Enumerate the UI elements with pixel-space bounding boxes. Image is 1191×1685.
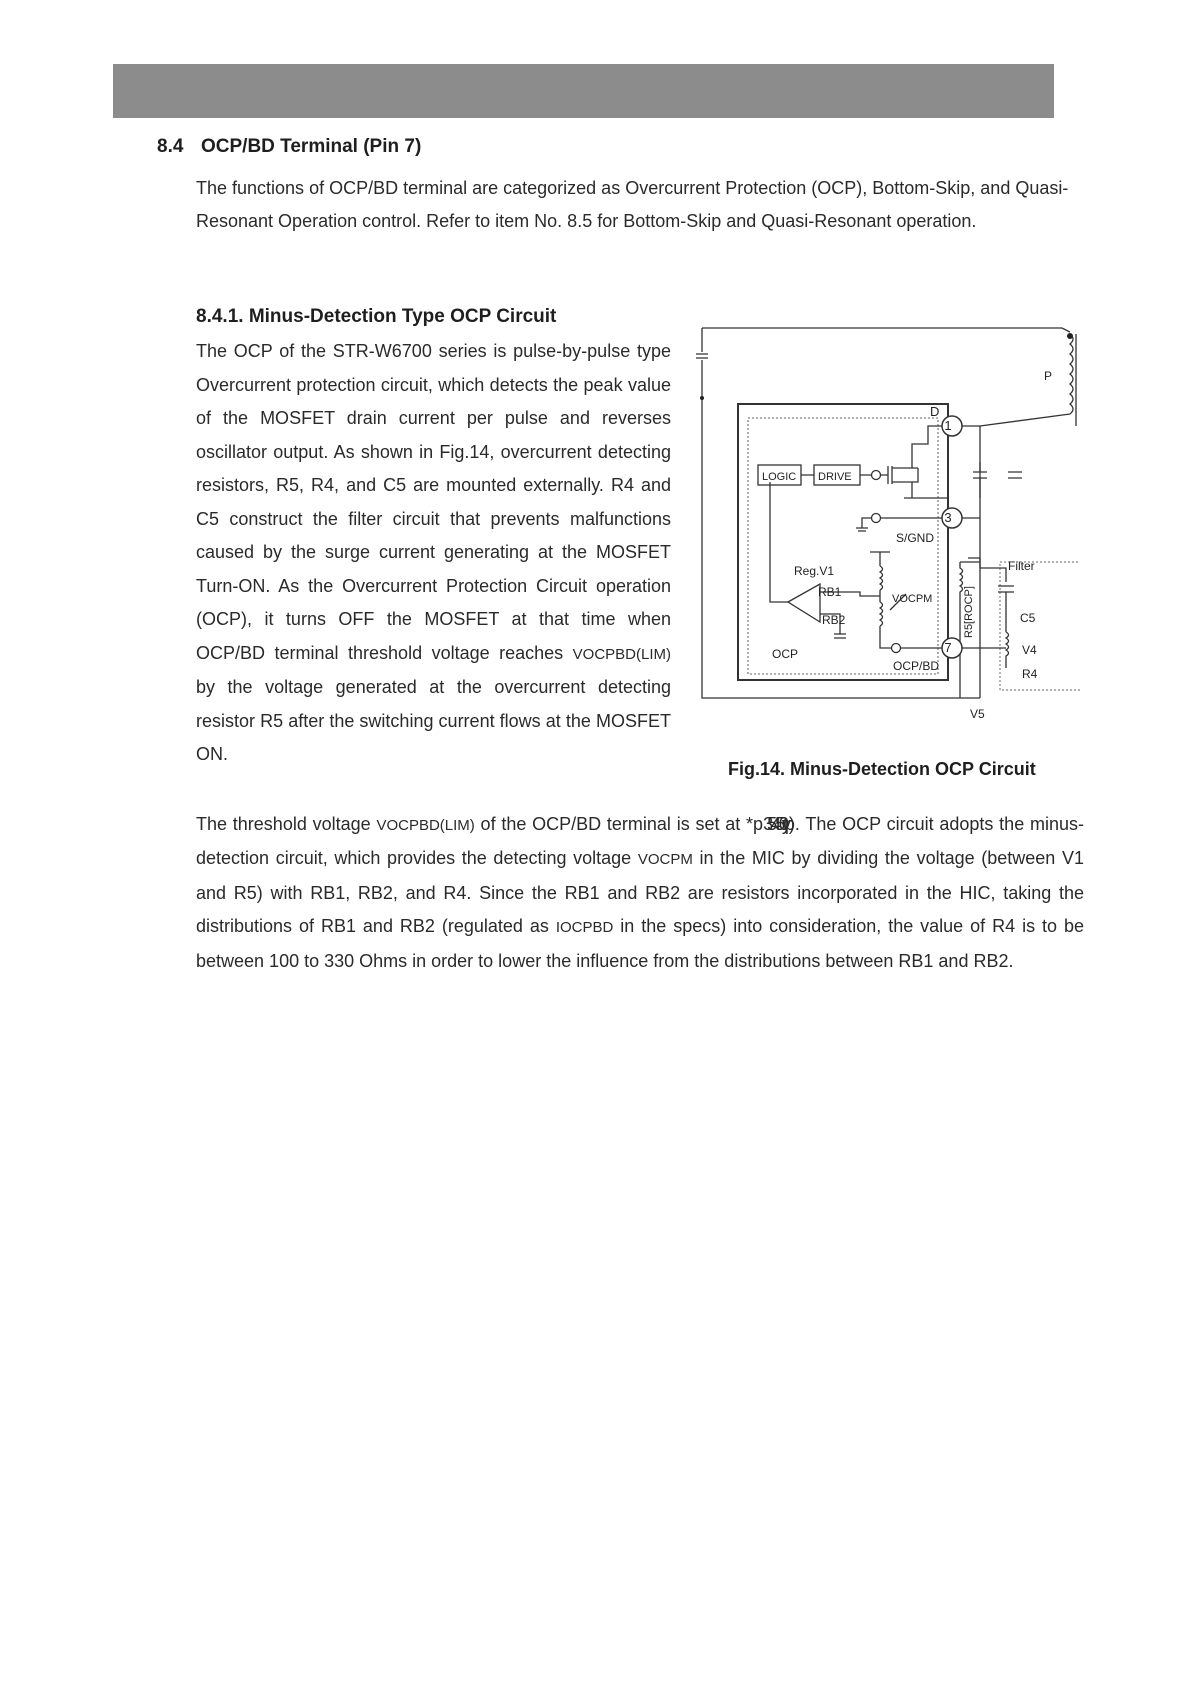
pin-7-label: 7 [944,640,952,655]
ocp-circuit-diagram [690,322,1080,722]
para2-text-e: in the specs) into consideration, the value of R4 is to be between 100 to 330 Ohms in order to lower the influence from the distributions between RB1 and RB2. [196,916,1084,971]
section-number: 8.4 [157,136,184,157]
label-sgnd: S/GND [896,531,935,545]
label-c5: C5 [1020,611,1036,625]
header-bar [113,64,1054,118]
vocpbd-lim-symbol: VOCPBD(LIM) [572,645,671,663]
label-r5-rocp: R5[ROCP] [963,586,975,638]
section-title [157,136,421,158]
label-d: D [930,404,940,419]
para1-text: The OCP of the STR-W6700 series is pulse-by-pulse type Overcurrent protection circuit, which detects the peak value of the MOSFET drain current per pulse and reverses oscillator output. As shown in Fig.14, overcurrent detecting resistors, R5, R4, and C5 are mounted externally. R4 and C5 construct the filter circuit that prevents malfunctions caused by the surge current generating at the MOSFET Turn-ON. As the Overcurrent Protection Circuit operation (OCP), it turns OFF the MOSFET at that time when OCP/BD terminal threshold voltage reaches [196,341,671,663]
label-rb2: RB2 [822,613,846,627]
label-v5: V5 [970,707,985,721]
label-p: P [1044,369,1053,383]
vocpm-symbol: VOCPM [637,851,693,869]
label-ocp-bd: OCP/BD [893,659,940,673]
intro-paragraph: The functions of OCP/BD terminal are categorized as Overcurrent Protection (OCP), Bottom-Skip, and Quasi-Resonant Operation control. Refer to item No. 8.5 for Bottom-Skip and Quasi-Resonant operation. [196,178,1069,231]
para1-end-text: by the voltage generated at the overcurrent detecting resistor R5 after the switching current flows at the MOSFET ON. [196,677,671,764]
pin-3-label: 3 [944,510,952,525]
label-rb1: RB1 [818,585,842,599]
label-filter: Filter [1008,559,1035,573]
label-r4: R4 [1022,667,1038,681]
figure-minus-detection-ocp [690,322,1080,722]
label-vocpm: VOCPM [892,593,933,605]
threshold-voltage-paragraph [196,808,1084,978]
label-drive: DRIVE [818,471,852,483]
para2-text-c: ). The OCP circuit adopts the minus-detection circuit, which provides the detecting voltage [196,814,1084,869]
para2-text-d: in the MIC by dividing the voltage (between V1 and R5) with RB1, RB2, and R4. Since the RB1 and RB2 are resistors incorporated in the HIC, taking the distributions of RB1 and RB2 (regulated as [196,848,1084,937]
iocpbd-symbol: IOCPBD [555,919,614,937]
ocp-description-paragraph [196,335,671,772]
para2-text-a: The threshold voltage [196,814,377,834]
label-ocp: OCP [772,647,799,661]
pin-1-label: 1 [944,418,952,433]
vocpbd-lim-symbol-2: VOCPBD(LIM) [376,817,475,834]
subsection-title: 8.4.1. Minus-Detection Type OCP Circuit [196,306,557,327]
label-v4: V4 [1022,643,1037,657]
para2-text-b: of the OCP/BD terminal is set at *p [474,814,764,834]
figure-caption: Fig.14. Minus-Detection OCP Circuit [728,759,1036,779]
label-reg-v1: Reg.V1 [794,564,835,578]
overlapped-value-text: 3545 0typ [763,814,789,834]
label-logic: LOGIC [762,471,797,483]
section-title-text: OCP/BD Terminal (Pin 7) [201,136,422,157]
